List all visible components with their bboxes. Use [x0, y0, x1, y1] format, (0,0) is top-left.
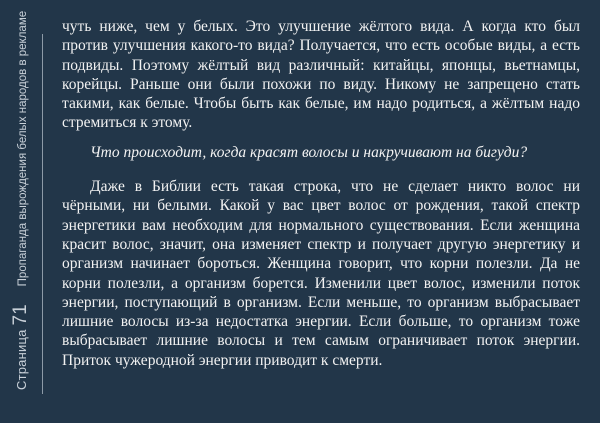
page-label: Страница: [14, 329, 29, 390]
page-content: [62, 17, 580, 370]
question-heading: Что происходит, когда красят волосы и накручивают на бигуди?: [90, 143, 528, 161]
answer-paragraph: Даже в Библии есть такая строка, что не сделает никто волос ни чёрными, ни белыми. Какой у вас цвет волос от рождения, такой спектр энергетики вам необходим для нормального существования. Если женщина красит волос, значит, она изменяет спектр и получает другую энергетику и организм начинает бороться. Женщина говорит, что корни полезли. Да не корни полезли, а организм борется. Изменили цвет волос, изменили поток энергии, поступающий в организм. Если меньше, то организм выбрасывает лишние волосы из-за недостатка энергии. Если больше, то организм тоже выбрасывает лишние волосы и тем самым ограничивает поток энергии. Приток чужеродной энергии приводит к смерти.: [62, 178, 580, 369]
book-title: Пропаганда вырождения белых народов в рекламе: [17, 10, 29, 287]
sidebar-label: [10, 10, 36, 390]
page-sidebar: [0, 0, 48, 423]
sidebar-divider-line: [42, 34, 43, 394]
paragraph-continuation: чуть ниже, чем у белых. Это улучшение жёлтого вида. А когда кто был против улучшения какого-то вида? Получается, что есть особые виды, а есть подвиды. Поэтому жёлтый вид различный: китайцы, японцы, вьетнамцы, корейцы. Раньше они были похожи по виду. Никому не запрещено стать такими, как белые. Чтобы быть как белые, им надо родиться, а жёлтым надо стремиться к этому.: [62, 18, 580, 132]
page-number: 71: [10, 304, 31, 326]
